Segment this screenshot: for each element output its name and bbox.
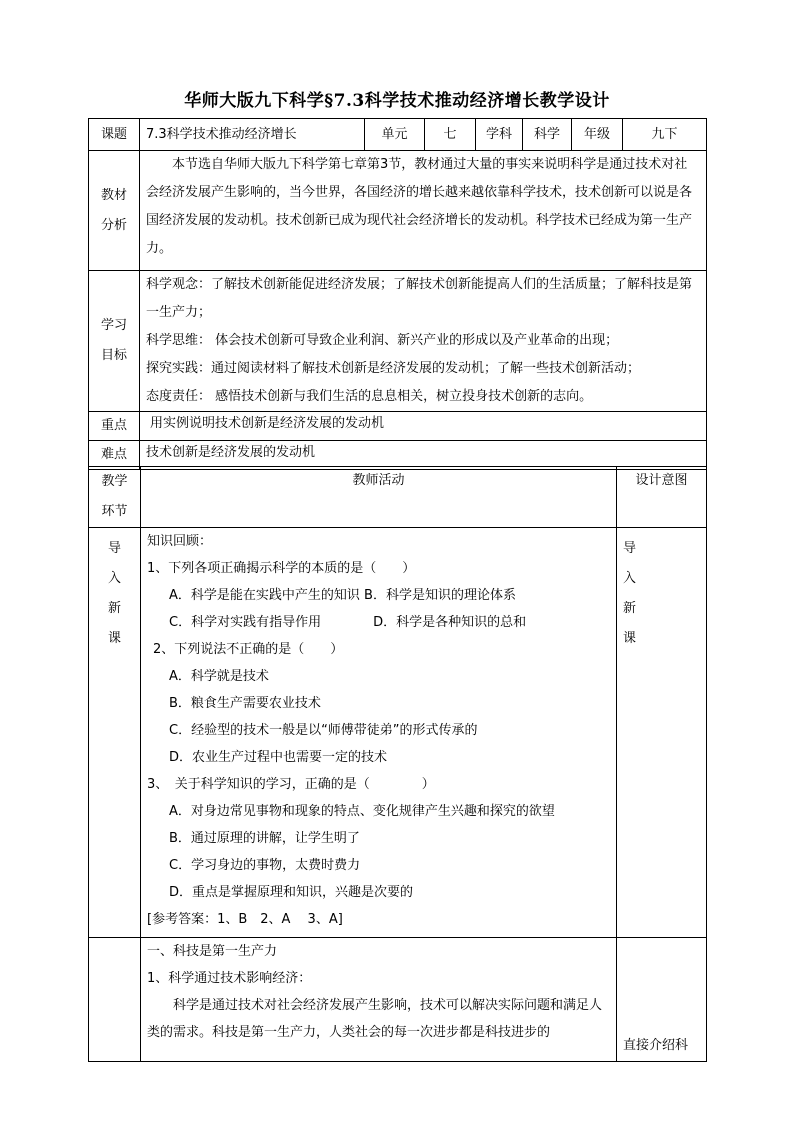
section1-stage	[89, 938, 141, 1062]
q2-option-d: D．农业生产过程中也需要一定的技术	[169, 750, 388, 765]
section1-sub: 1、科学通过技术影响经济：	[147, 971, 312, 986]
q1-options-ab: A．科学是能在实践中产生的知识 B．科学是知识的理论体系	[169, 588, 516, 603]
answer-key: [参考答案：1、B 2、A 3、A]	[147, 912, 343, 927]
q3-option-b: B．通过原理的讲解，让学生明了	[169, 831, 360, 846]
unit-label: 单元	[365, 119, 425, 151]
review-heading: 知识回顾：	[147, 534, 213, 549]
info-table	[88, 118, 707, 470]
analysis-label: 教材 分析	[89, 151, 140, 271]
section1-paragraph: 科学是通过技术对社会经济发展产生影响，技术可以解决实际问题和满足人类的需求。科技是第一生产力，人类社会的每一次进步都是科技进步的	[147, 998, 603, 1040]
topic-label: 课题	[89, 119, 140, 151]
grade-label: 年级	[572, 119, 623, 151]
grade-value: 九下	[623, 119, 707, 151]
section1-heading: 一、科技是第一生产力	[147, 944, 278, 959]
subject-value: 科学	[523, 119, 572, 151]
q3-option-d: D．重点是掌握原理和知识，兴趣是次要的	[169, 885, 414, 900]
goal-attitude: 态度责任： 感悟技术创新与我们生活的息息相关，树立投身技术创新的志向。	[146, 389, 593, 404]
q3-option-a: A．对身边常见事物和现象的特点、变化规律产生兴趣和探究的欲望	[169, 804, 555, 819]
goals-label: 学习 目标	[89, 271, 140, 412]
analysis-text: 本节选自华师大版九下科学第七章第3节，教材通过大量的事实来说明科学是通过技术对社会经济发展产生影响的，当今世界，各国经济的增长越来越依靠科学技术，技术创新可以说是各国经济发展的发动机。技术创新已成为现代社会经济增长的发动机。科学技术已经成为第一生产力。	[140, 151, 707, 271]
question-2: 2、下列说法不正确的是（ ）	[153, 642, 344, 657]
q1-options-cd: C．科学对实践有指导作用 D．科学是各种知识的总和	[169, 615, 527, 630]
section1-activity	[141, 938, 617, 1062]
q3-option-c: C．学习身边的事物，太费时费力	[169, 858, 361, 873]
stage-header: 教学 环节	[89, 467, 141, 528]
topic-value: 7.3科学技术推动经济增长	[140, 119, 365, 151]
intro-intent: 导 入 新 课	[617, 528, 707, 938]
q2-option-a: A．科学就是技术	[169, 669, 269, 684]
unit-value: 七	[425, 119, 476, 151]
difficulty-label: 难点	[89, 441, 140, 470]
q2-option-c: C．经验型的技术一般是以“师傅带徒弟”的形式传承的	[169, 723, 478, 738]
difficulty-text: 技术创新是经济发展的发动机	[140, 441, 707, 470]
intro-activity	[141, 528, 617, 938]
goals-text	[140, 271, 707, 412]
activity-header: 教师活动	[141, 467, 617, 528]
intent-header: 设计意图	[617, 467, 707, 528]
process-table	[88, 466, 707, 1062]
q2-option-b: B．粮食生产需要农业技术	[169, 696, 321, 711]
goal-practice: 探究实践：通过阅读材料了解技术创新是经济发展的发动机；了解一些技术创新活动；	[146, 361, 641, 376]
goal-thinking: 科学思维： 体会技术创新可导致企业利润、新兴产业的形成以及产业革命的出现；	[146, 333, 619, 348]
intro-stage: 导 入 新 课	[89, 528, 141, 938]
section1-intent: 直接介绍科	[617, 938, 707, 1062]
key-text: 用实例说明技术创新是经济发展的发动机	[140, 412, 707, 441]
goal-concept: 科学观念：了解技术创新能促进经济发展；了解技术创新能提高人们的生活质量；了解科技是第一生产力；	[146, 277, 693, 320]
question-1: 1、下列各项正确揭示科学的本质的是（ ）	[147, 561, 416, 576]
question-3: 3、 关于科学知识的学习，正确的是（ ）	[147, 777, 435, 792]
key-label: 重点	[89, 412, 140, 441]
subject-label: 学科	[476, 119, 523, 151]
page-title: 华师大版九下科学§7.3科学技术推动经济增长教学设计	[184, 91, 610, 111]
